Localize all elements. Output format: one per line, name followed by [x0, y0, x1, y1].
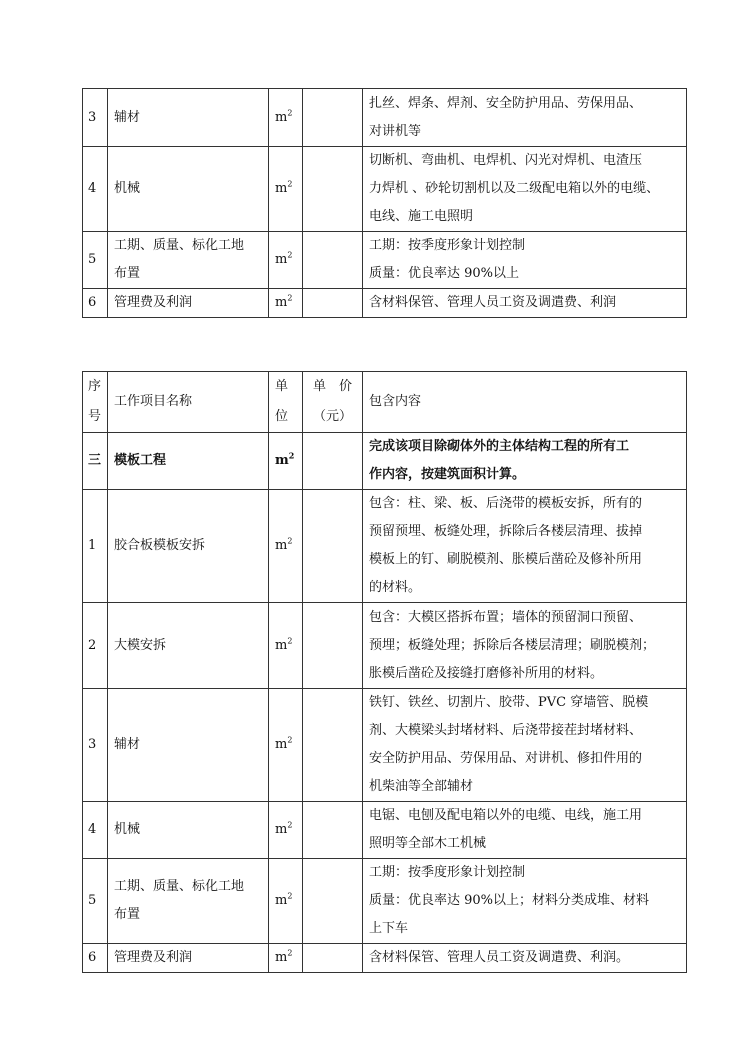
content — [363, 944, 687, 973]
content-line: 力焊机 、砂轮切割机以及二级配电箱以外的电缆、 — [369, 181, 660, 196]
unit-superscript: 2 — [287, 820, 293, 830]
header-price-line: 单 价 — [312, 379, 352, 394]
unit — [269, 289, 303, 318]
item-name-line: 胶合板模板安拆 — [114, 538, 206, 553]
row-number: 3 — [83, 689, 108, 802]
item-name-line: 管理费及利润 — [114, 295, 193, 310]
content-line: 含材料保管、管理人员工资及调遣费、利润 — [369, 295, 617, 310]
content-line: 铁钉、铁丝、切割片、胶带、PVC 穿墙管、脱模 — [369, 695, 649, 710]
item-name-line: 管理费及利润 — [114, 950, 193, 965]
row-number: 6 — [83, 944, 108, 973]
item-name-line: 大模安拆 — [114, 637, 167, 653]
header-price-line: （元） — [312, 409, 352, 424]
unit-price — [303, 603, 363, 689]
unit-text: m — [275, 637, 288, 653]
unit-text: m — [275, 252, 288, 267]
item-name-line: 辅材 — [114, 109, 141, 125]
row-number: 1 — [83, 490, 108, 603]
item-name — [108, 433, 269, 490]
unit-price — [303, 89, 363, 147]
unit — [269, 89, 303, 147]
header-no-line: 序 — [88, 379, 102, 394]
materials-table-continued — [82, 88, 687, 318]
row-number: 三 — [83, 433, 108, 490]
table-row — [83, 289, 687, 318]
content — [363, 433, 687, 490]
content — [363, 232, 687, 289]
header-name: 工作项目名称 — [108, 372, 269, 433]
item-name-line: 工期、质量、标化工地 — [114, 238, 245, 253]
item-name — [108, 603, 269, 689]
unit-superscript: 2 — [287, 636, 293, 646]
content — [363, 490, 687, 603]
table-row — [83, 689, 687, 802]
unit — [269, 944, 303, 973]
item-name — [108, 859, 269, 944]
content-line: 胀模后凿砼及接缝打磨修补所用的材料。 — [369, 665, 604, 681]
item-name — [108, 289, 269, 318]
unit — [269, 490, 303, 603]
content-line: 扎丝、焊条、焊剂、安全防护用品、劳保用品、 — [369, 95, 643, 111]
item-name-line: 布置 — [114, 266, 141, 281]
content — [363, 89, 687, 147]
header-unit — [269, 372, 303, 433]
content-line: 的材料。 — [369, 580, 422, 595]
content-line: 预埋；板缝处理；拆除后各楼层清理；刷脱模剂； — [369, 637, 656, 653]
content-line: 机柴油等全部辅材 — [369, 779, 474, 794]
unit-superscript: 2 — [287, 948, 293, 958]
content-line: 质量：优良率达 90%以上 — [369, 266, 520, 281]
table-row — [83, 89, 687, 147]
content-line: 照明等全部木工机械 — [369, 836, 487, 851]
item-name — [108, 147, 269, 232]
item-name — [108, 490, 269, 603]
row-number: 3 — [83, 89, 108, 147]
unit-price — [303, 232, 363, 289]
unit-text: m — [275, 950, 288, 965]
unit-price — [303, 689, 363, 802]
content — [363, 689, 687, 802]
unit-price — [303, 433, 363, 490]
unit — [269, 147, 303, 232]
content — [363, 147, 687, 232]
unit-text: m — [275, 453, 289, 468]
table-row — [83, 802, 687, 859]
unit-text: m — [275, 181, 288, 196]
content-line: 剂、大模梁头封堵材料、后浇带接茬封堵材料、 — [369, 723, 643, 738]
table-row — [83, 433, 687, 490]
content-line: 上下车 — [369, 921, 409, 936]
unit — [269, 433, 303, 490]
unit-superscript: 2 — [287, 293, 293, 303]
content-line: 模板上的钉、刷脱模剂、胀模后凿砼及修补所用 — [369, 552, 643, 567]
unit-superscript: 2 — [287, 891, 293, 901]
row-number: 5 — [83, 232, 108, 289]
unit-text: m — [275, 295, 288, 310]
item-name — [108, 689, 269, 802]
row-number: 5 — [83, 859, 108, 944]
content — [363, 859, 687, 944]
content-line: 质量：优良率达 90%以上；材料分类成堆、材料 — [369, 893, 650, 908]
table-row — [83, 944, 687, 973]
content-line: 工期：按季度形象计划控制 — [369, 238, 526, 253]
item-name — [108, 89, 269, 147]
unit — [269, 232, 303, 289]
item-name-line: 工期、质量、标化工地 — [114, 879, 245, 894]
item-name-line: 机械 — [114, 181, 141, 196]
content-line: 电锯、电刨及配电箱以外的电缆、电线，施工用 — [369, 808, 643, 823]
content — [363, 603, 687, 689]
header-unit-line: 单 — [275, 379, 289, 394]
content-line: 包含：大模区搭拆布置；墙体的预留洞口预留、 — [369, 609, 643, 625]
unit — [269, 859, 303, 944]
content-line: 完成该项目除砌体外的主体结构工程的所有工 — [369, 439, 630, 454]
content-line: 安全防护用品、劳保用品、对讲机、修扣件用的 — [369, 751, 643, 766]
item-name-line: 模板工程 — [114, 453, 167, 468]
unit-price — [303, 289, 363, 318]
table-row — [83, 603, 687, 689]
unit-price — [303, 147, 363, 232]
header-price — [303, 372, 363, 433]
table-row — [83, 147, 687, 232]
content-line: 含材料保管、管理人员工资及调遣费、利润。 — [369, 950, 630, 965]
content-line: 对讲机等 — [369, 123, 422, 139]
table-row — [83, 859, 687, 944]
unit-text: m — [275, 822, 288, 837]
unit-price — [303, 490, 363, 603]
unit-text: m — [275, 893, 288, 908]
content-line: 作内容，按建筑面积计算。 — [369, 467, 526, 482]
table-header-row — [83, 372, 687, 433]
content — [363, 802, 687, 859]
unit-price — [303, 802, 363, 859]
row-number: 4 — [83, 147, 108, 232]
row-number: 2 — [83, 603, 108, 689]
unit-text: m — [275, 737, 288, 752]
item-name — [108, 802, 269, 859]
formwork-table — [82, 371, 687, 973]
unit-superscript: 2 — [287, 250, 293, 260]
unit-price — [303, 859, 363, 944]
item-name — [108, 944, 269, 973]
content-line: 预留预埋、板缝处理，拆除后各楼层清理、拔掉 — [369, 524, 643, 539]
unit — [269, 603, 303, 689]
content-line: 包含：柱、梁、板、后浇带的模板安拆，所有的 — [369, 496, 643, 511]
item-name-line: 机械 — [114, 822, 141, 837]
header-no — [83, 372, 108, 433]
unit-superscript: 2 — [287, 536, 293, 546]
unit-superscript: 2 — [288, 450, 295, 461]
row-number: 4 — [83, 802, 108, 859]
item-name-line: 布置 — [114, 907, 141, 922]
unit — [269, 802, 303, 859]
item-name-line: 辅材 — [114, 737, 141, 752]
content-line: 工期：按季度形象计划控制 — [369, 865, 526, 880]
item-name — [108, 232, 269, 289]
header-unit-line: 位 — [275, 409, 289, 424]
content-line: 切断机、弯曲机、电焊机、闪光对焊机、电渣压 — [369, 153, 643, 168]
unit-superscript: 2 — [287, 735, 293, 745]
unit — [269, 689, 303, 802]
unit-text: m — [275, 109, 288, 125]
content-line: 电线、施工电照明 — [369, 209, 474, 224]
unit-price — [303, 944, 363, 973]
header-content: 包含内容 — [363, 372, 687, 433]
unit-superscript: 2 — [287, 108, 293, 118]
content — [363, 289, 687, 318]
row-number: 6 — [83, 289, 108, 318]
unit-text: m — [275, 538, 288, 553]
table-row — [83, 232, 687, 289]
header-no-line: 号 — [88, 409, 102, 424]
table-row — [83, 490, 687, 603]
unit-superscript: 2 — [287, 179, 293, 189]
